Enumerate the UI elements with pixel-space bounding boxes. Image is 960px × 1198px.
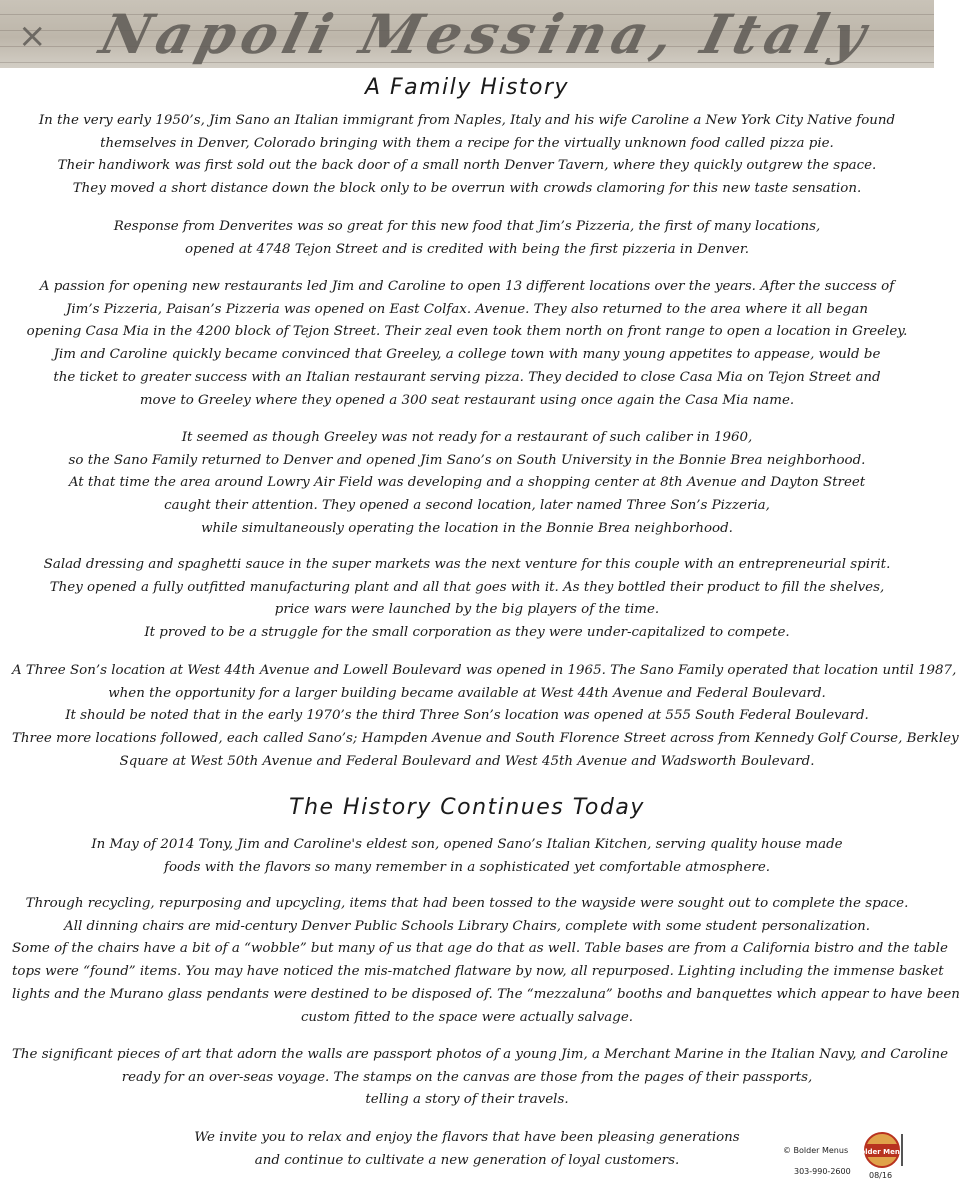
paragraph-line: Through recycling, repurposing and upcycling, items that had been tossed to the wayside were sought out to complete the space. <box>25 896 909 911</box>
paragraph-line: so the Sano Family returned to Denver and opened Jim Sano’s on South University in the Bonnie Brea neighborhood. <box>68 452 866 468</box>
paragraph <box>12 660 959 774</box>
paragraph-line: They opened a fully outfitted manufacturing plant and all that goes with it. As they bottled their product to fill the shelves, <box>49 579 885 595</box>
paragraph <box>12 427 922 541</box>
paragraph <box>12 893 960 1029</box>
paragraph <box>12 1044 949 1112</box>
paragraph-line: At that time the area around Lowry Air Field was developing and a shopping center at 8th Avenue and Dayton Street <box>68 475 866 491</box>
footer-date: 08/16 <box>869 1171 893 1180</box>
paragraph-line: the ticket to greater success with an Italian restaurant serving pizza. They decided to close Casa Mia on Tejon Street and <box>53 369 881 385</box>
paragraph-line: Salad dressing and spaghetti sauce in the super markets was the next venture for this couple with an entrepreneurial spirit. <box>43 557 891 572</box>
paragraph <box>12 110 922 201</box>
paragraph-line: Some of the chairs have a bit of a “wobble” but many of us that age do that as well. Table bases are from a California bistro and the table <box>12 941 948 957</box>
paragraph-line: We invite you to relax and enjoy the flavors that have been pleasing generations <box>194 1130 740 1145</box>
paragraph-line: custom fitted to the space were actually salvage. <box>300 1009 634 1025</box>
banner-handwriting: Napoli Messina, Italy <box>94 2 879 66</box>
paragraph-line: Square at West 50th Avenue and Federal Boulevard and West 45th Avenue and Wadsworth Boulevard. <box>119 753 815 769</box>
paragraph-line: and continue to cultivate a new generation of loyal customers. <box>254 1152 680 1168</box>
paragraph-line: price wars were launched by the big players of the time. <box>274 602 660 618</box>
bolder-menus-logo <box>854 1130 910 1170</box>
paragraph-line: telling a story of their travels. <box>365 1092 569 1108</box>
paragraph-line: In the very early 1950’s, Jim Sano an Italian immigrant from Naples, Italy and his wife Caroline a New York City Native found <box>38 113 896 128</box>
paragraph-line: A passion for opening new restaurants led Jim and Caroline to open 13 different locations over the years. After the success of <box>39 279 895 294</box>
paragraph-line: Their handiwork was first sold out the back door of a small north Denver Tavern, where they quickly outgrew the space. <box>57 158 877 174</box>
paragraph-line: Jim’s Pizzeria, Paisan’s Pizzeria was opened on East Colfax. Avenue. They also returned to the area where it all began <box>66 301 868 317</box>
paragraph-line: It seemed as though Greeley was not ready for a restaurant of such caliber in 1960, <box>181 430 753 445</box>
paragraph-line: Jim and Caroline quickly became convinced that Greeley, a college town with many young appetites to appease, would be <box>53 347 881 363</box>
paragraph-line: lights and the Murano glass pendants were destined to be disposed of. The “mezzaluna” booths and banquettes which appear to have been <box>12 986 960 1002</box>
paragraph-line: move to Greeley where they opened a 300 seat restaurant using once again the Casa Mia name. <box>139 392 795 408</box>
paragraph-line: All dinning chairs are mid-century Denver Public Schools Library Chairs, complete with some student personalization. <box>64 918 870 934</box>
paragraph-line: ready for an over-seas voyage. The stamps on the canvas are those from the pages of their passports, <box>121 1069 813 1085</box>
paragraph-line: Three more locations followed, each called Sano’s; Hampden Avenue and South Florence Street across from Kennedy Golf Course, Berkley <box>12 731 959 747</box>
footer-phone: 303-990-2600 <box>794 1167 851 1176</box>
logo-text: Bolder Menus <box>854 1148 910 1156</box>
paragraph-line: themselves in Denver, Colorado bringing with them a recipe for the virtually unknown food called pizza pie. <box>100 135 834 151</box>
paragraph <box>12 554 922 645</box>
paragraph-line: while simultaneously operating the location in the Bonnie Brea neighborhood. <box>201 520 733 536</box>
paragraph-line: A Three Son’s location at West 44th Avenue and Lowell Boulevard was opened in 1965. The Sano Family operated that location until 1987, <box>12 663 957 678</box>
section-title-history-continues: The History Continues Today <box>289 795 645 820</box>
paragraph-line: Response from Denverites was so great for this new food that Jim’s Pizzeria, the first of many locations, <box>113 219 821 234</box>
paragraph <box>12 834 922 879</box>
paragraph-line: when the opportunity for a larger building became available at West 44th Avenue and Federal Boulevard. <box>108 685 826 701</box>
paragraph-line: caught their attention. They opened a second location, later named Three Son’s Pizzeria, <box>164 498 770 514</box>
header-banner-image <box>0 0 934 68</box>
footer-credit: © Bolder Menus <box>783 1146 849 1155</box>
paragraph-line: It proved to be a struggle for the small corporation as they were under-capitalized to compete. <box>144 625 790 641</box>
paragraph-line: opened at 4748 Tejon Street and is credited with being the first pizzeria in Denver. <box>184 241 750 257</box>
paragraph-line: tops were “found” items. You may have noticed the mis-matched flatware by now, all repurposed. Lighting including the immense basket <box>12 964 944 980</box>
section-title-family-history: A Family History <box>364 75 570 100</box>
paragraph <box>12 216 922 261</box>
paragraph-line: It should be noted that in the early 1970’s the third Three Son’s location was opened at 555 South Federal Boulevard. <box>65 708 869 724</box>
paragraph-line: foods with the flavors so many remember in a sophisticated yet comfortable atmosphere. <box>163 859 771 875</box>
paragraph-line: They moved a short distance down the block only to be overrun with crowds clamoring for this new taste sensation. <box>72 181 862 197</box>
paragraph-line: The significant pieces of art that adorn the walls are passport photos of a young Jim, a Merchant Marine in the Italian Navy, and Caroline <box>12 1047 949 1062</box>
banner-x-mark: × <box>18 16 47 56</box>
paragraph <box>12 276 922 412</box>
paragraph-line: In May of 2014 Tony, Jim and Caroline's eldest son, opened Sano’s Italian Kitchen, serving quality house made <box>91 837 843 852</box>
paragraph-line: opening Casa Mia in the 4200 block of Tejon Street. Their zeal even took them north on front range to open a location in Greeley. <box>26 324 908 340</box>
